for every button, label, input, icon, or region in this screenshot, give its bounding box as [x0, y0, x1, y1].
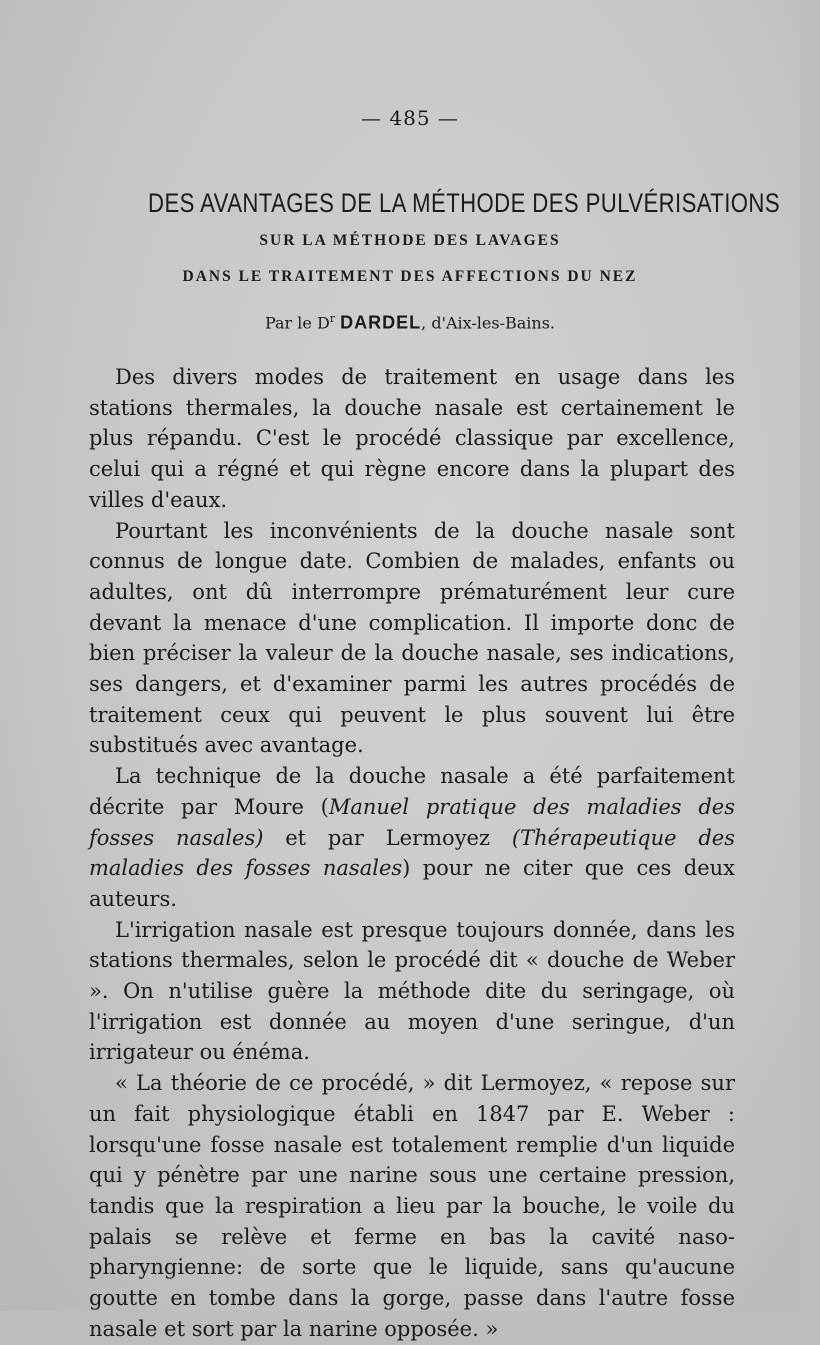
paragraph-3 [89, 761, 735, 915]
paragraph-3-citation-moure: Manuel pratique des maladies des fosses nasales) [89, 794, 735, 850]
paragraph-3-part-3: ) pour ne citer que ces deux auteurs. [89, 856, 735, 911]
byline-prefix: Par le D [264, 313, 330, 333]
byline [0, 312, 820, 333]
author-name: DARDEL [340, 312, 422, 333]
paragraph-3-citation-lermoyez: (Thérapeutique des maladies des fosses nasales [89, 825, 735, 881]
byline-superscript: r [329, 312, 336, 325]
byline-place: , d'Aix-les-Bains. [421, 313, 556, 333]
paragraph-3-part-1: La technique de la douche nasale a été parfaitement décrite par Moure ( [89, 764, 735, 819]
page-number: — 485 — [361, 106, 459, 130]
article-subtitle-line-2: DANS LE TRAITEMENT DES AFFECTIONS DU NEZ [182, 268, 638, 285]
paragraph-5: « La théorie de ce procédé, » dit Lermoyez, « repose sur un fait physiologique établi en 1847 par E. Weber : lorsqu'une fosse nasale est totalement remplie d'un liquide qui y pénètre par une narine sous une certaine pression, tandis que la respiration a lieu par la bouche, le voile du palais se relève et ferme en bas la cavité naso-pharyngienne: de sorte que le liquide, sans qu'aucune goutte en tombe dans la gorge, passe dans l'autre fosse nasale et sort par la narine opposée. » [89, 1071, 735, 1341]
paragraph-2: Pourtant les inconvénients de la douche nasale sont connus de longue date. Combien de malades, enfants ou adultes, ont dû interrompre prématurément leur cure devant la menace d'une complication. Il importe donc de bien préciser la valeur de la douche nasale, ses indications, ses dangers, et d'examiner parmi les autres procédés de traitement ceux qui peuvent le plus souvent lui être substitués avec avantage. [89, 518, 735, 758]
paragraph-3-part-2: et par Lermoyez [263, 825, 512, 850]
paragraph-1: Des divers modes de traitement en usage dans les stations thermales, la douche nasale est certainement le plus répandu. C'est le procédé classique par excellence, celui qui a régné et qui règne encore dans la plupart des villes d'eaux. [89, 365, 735, 512]
article-title: DES AVANTAGES DE LA MÉTHODE DES PULVÉRISATIONS [148, 188, 781, 218]
article-subtitle-line-1: SUR LA MÉTHODE DES LAVAGES [259, 232, 561, 249]
paragraph-4: L'irrigation nasale est presque toujours donnée, dans les stations thermales, selon le procédé dit « douche de Weber ». On n'utilise guère la méthode dite du seringage, où l'irrigation est donnée au moyen d'une seringue, d'un irrigateur ou énéma. [89, 917, 735, 1065]
article-body [89, 362, 735, 1345]
